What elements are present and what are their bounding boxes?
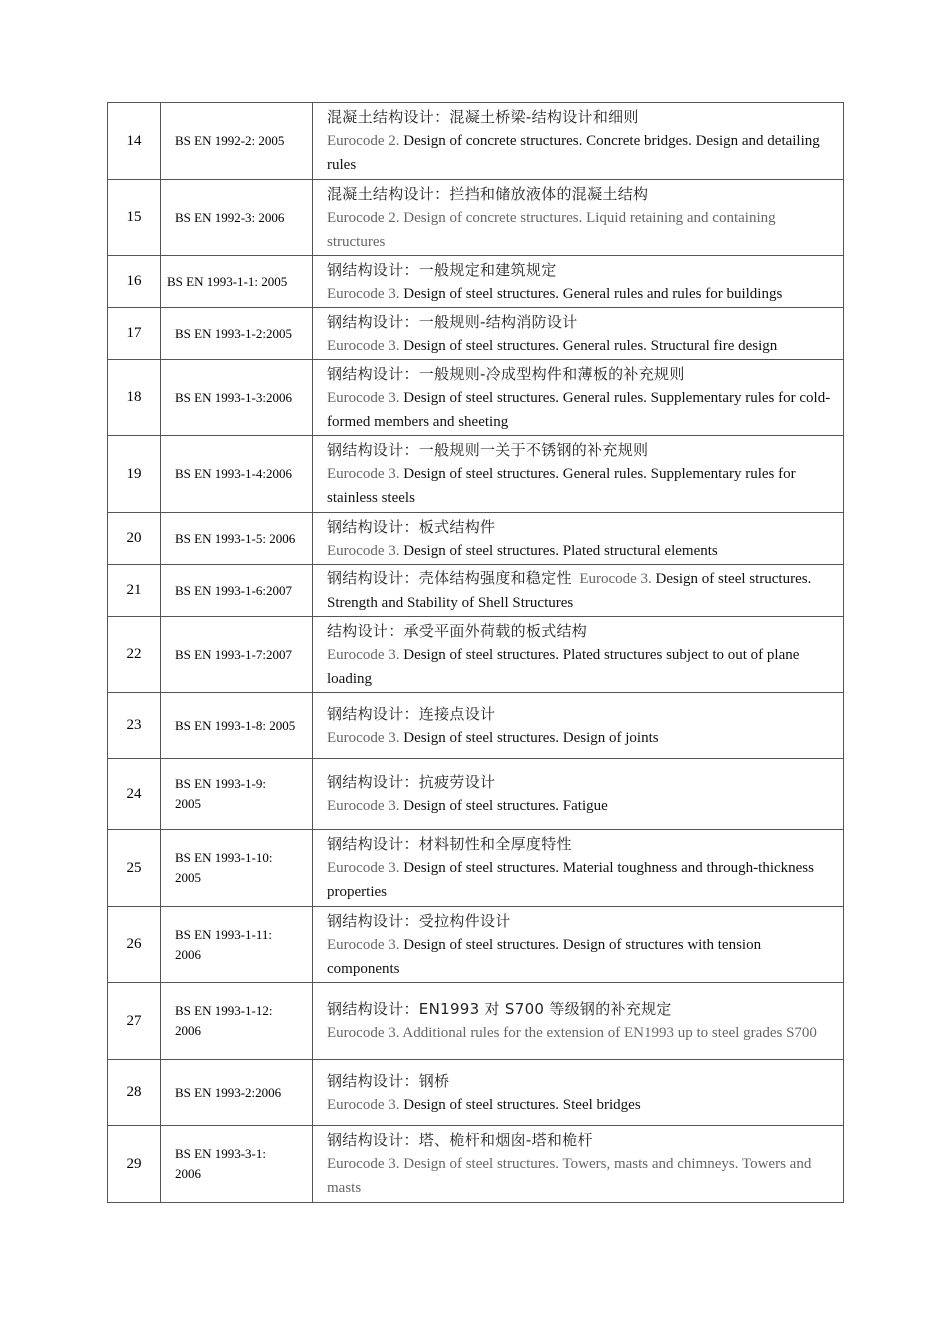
standard-code: BS EN 1993-3-1: 2006 (161, 1126, 313, 1203)
standard-title (313, 513, 844, 565)
eurocode-label: Eurocode 3. (327, 860, 400, 876)
eurocode-label: Eurocode 3. (327, 1096, 400, 1113)
title-chinese: 钢结构设计：连接点设计 (327, 704, 496, 723)
standard-title (313, 983, 844, 1060)
title-english: Design of steel structures. Towers, masts and chimneys. Towers and masts (327, 1156, 812, 1196)
standard-code: BS EN 1993-1-1: 2005 (161, 256, 313, 308)
row-number: 22 (108, 617, 161, 693)
title-chinese: 混凝土结构设计：拦挡和储放液体的混凝土结构 (327, 184, 649, 203)
title-chinese: 钢结构设计：一般规则一关于不锈钢的补充规则 (327, 441, 649, 459)
standard-title (313, 907, 844, 983)
row-number: 25 (108, 830, 161, 907)
row-number: 29 (108, 1126, 161, 1203)
title-chinese: 钢结构设计：EN1993 对 S700 等级钢的补充规定 (327, 1000, 672, 1018)
title-english: Design of steel structures. Design of joints (399, 729, 659, 746)
standard-title (313, 180, 844, 256)
title-chinese: 钢结构设计：材料韧性和全厚度特性 (327, 835, 572, 853)
title-chinese: 钢结构设计：受拉构件设计 (327, 911, 511, 930)
table-row (108, 907, 844, 983)
title-chinese: 钢结构设计：板式结构件 (327, 517, 496, 536)
row-number: 18 (108, 360, 161, 436)
standard-code: BS EN 1993-1-2:2005 (161, 308, 313, 360)
title-english: Design of steel structures. General rules and rules for buildings (399, 285, 783, 302)
eurocode-label: Eurocode 3. (327, 389, 400, 406)
standard-code: BS EN 1993-1-10: 2005 (161, 830, 313, 907)
title-chinese: 钢结构设计：钢桥 (327, 1071, 450, 1090)
title-english: Design of steel structures. Plated structures subject to out of plane loading (327, 646, 800, 687)
eurocode-label: Eurocode 3. (327, 337, 400, 354)
standard-title (313, 759, 844, 830)
standards-table (107, 102, 844, 1203)
eurocode-label: Eurocode 3. (327, 646, 400, 663)
title-chinese: 钢结构设计：塔、桅杆和烟囱-塔和桅杆 (327, 1131, 593, 1149)
title-chinese: 混凝土结构设计：混凝土桥梁-结构设计和细则 (327, 108, 639, 126)
standard-code: BS EN 1993-1-4:2006 (161, 436, 313, 513)
title-chinese: 钢结构设计：抗疲劳设计 (327, 773, 496, 791)
row-number: 24 (108, 759, 161, 830)
standard-title (313, 360, 844, 436)
standard-title (313, 308, 844, 360)
table-row (108, 983, 844, 1060)
row-number: 23 (108, 693, 161, 759)
row-number: 21 (108, 565, 161, 617)
row-number: 17 (108, 308, 161, 360)
row-number: 15 (108, 180, 161, 256)
table-row (108, 759, 844, 830)
table-row (108, 830, 844, 907)
standard-code: BS EN 1993-1-9: 2005 (161, 759, 313, 830)
table-row (108, 693, 844, 759)
eurocode-label: Eurocode 3. (327, 285, 400, 302)
table-row (108, 1060, 844, 1126)
eurocode-label: Eurocode 2. (327, 133, 400, 149)
standard-code: BS EN 1993-2:2006 (161, 1060, 313, 1126)
standard-code: BS EN 1993-1-7:2007 (161, 617, 313, 693)
row-number: 26 (108, 907, 161, 983)
standard-title (313, 103, 844, 180)
standard-code: BS EN 1992-2: 2005 (161, 103, 313, 180)
title-english: Design of steel structures. General rules. Structural fire design (399, 337, 778, 354)
table-row (108, 308, 844, 360)
eurocode-label: Eurocode 3. (327, 729, 400, 746)
title-chinese: 钢结构设计：一般规则-结构消防设计 (327, 312, 578, 331)
standard-code: BS EN 1993-1-8: 2005 (161, 693, 313, 759)
title-english: Design of concrete structures. Concrete bridges. Design and detailing rules (327, 133, 820, 173)
eurocode-label: Eurocode 3. (327, 466, 400, 482)
title-english: Design of steel structures. General rules. Supplementary rules for stainless steels (327, 466, 796, 506)
standard-code: BS EN 1993-1-5: 2006 (161, 513, 313, 565)
standard-title (313, 436, 844, 513)
standard-title (313, 565, 844, 617)
table-row (108, 513, 844, 565)
title-chinese: 钢结构设计：壳体结构强度和稳定性 (327, 569, 572, 587)
standard-code: BS EN 1993-1-3:2006 (161, 360, 313, 436)
title-english: Design of steel structures. Fatigue (399, 798, 608, 814)
standard-code: BS EN 1993-1-12: 2006 (161, 983, 313, 1060)
title-english: Design of steel structures. Steel bridges (399, 1096, 641, 1113)
title-chinese: 钢结构设计：一般规定和建筑规定 (327, 260, 557, 279)
title-english: Design of concrete structures. Liquid retaining and containing structures (327, 209, 776, 250)
table-row (108, 360, 844, 436)
table-row (108, 1126, 844, 1203)
title-english: Design of steel structures. Design of structures with tension components (327, 936, 762, 977)
eurocode-label: Eurocode 3. (579, 571, 652, 587)
title-chinese: 钢结构设计：一般规则-冷成型构件和薄板的补充规则 (327, 364, 685, 383)
table-row (108, 617, 844, 693)
standard-title (313, 1060, 844, 1126)
title-english: Additional rules for the extension of EN1993 up to steel grades S700 (399, 1025, 817, 1041)
eurocode-label: Eurocode 3. (327, 542, 400, 559)
row-number: 20 (108, 513, 161, 565)
title-chinese: 结构设计：承受平面外荷载的板式结构 (327, 621, 588, 640)
table-row (108, 103, 844, 180)
standard-title (313, 256, 844, 308)
row-number: 19 (108, 436, 161, 513)
table-row (108, 256, 844, 308)
title-english: Design of steel structures. General rules. Supplementary rules for cold-formed members and sheeting (327, 389, 831, 430)
title-english: Design of steel structures. Strength and Stability of Shell Structures (327, 571, 812, 611)
table-row (108, 565, 844, 617)
standard-title (313, 830, 844, 907)
table-row (108, 180, 844, 256)
eurocode-label: Eurocode 3. (327, 936, 400, 953)
standard-title (313, 1126, 844, 1203)
row-number: 27 (108, 983, 161, 1060)
row-number: 16 (108, 256, 161, 308)
table-row (108, 436, 844, 513)
eurocode-label: Eurocode 3. (327, 798, 400, 814)
standard-code: BS EN 1992-3: 2006 (161, 180, 313, 256)
standard-code: BS EN 1993-1-6:2007 (161, 565, 313, 617)
row-number: 14 (108, 103, 161, 180)
standard-title (313, 693, 844, 759)
eurocode-label: Eurocode 3. (327, 1025, 400, 1041)
eurocode-label: Eurocode 2. (327, 209, 400, 226)
eurocode-label: Eurocode 3. (327, 1156, 400, 1172)
title-english: Design of steel structures. Plated structural elements (399, 542, 718, 559)
row-number: 28 (108, 1060, 161, 1126)
standard-code: BS EN 1993-1-11: 2006 (161, 907, 313, 983)
standard-title (313, 617, 844, 693)
title-english: Design of steel structures. Material toughness and through-thickness properties (327, 860, 814, 900)
